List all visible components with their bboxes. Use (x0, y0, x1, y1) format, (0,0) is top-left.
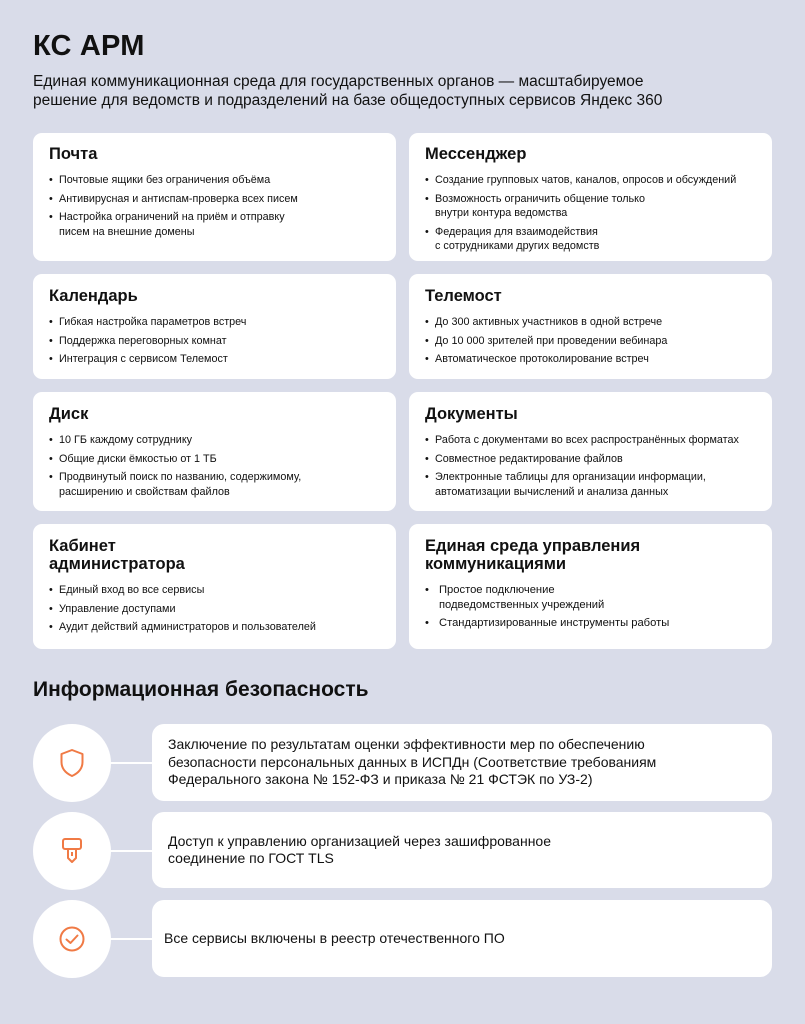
security-item (152, 900, 772, 977)
security-item (152, 812, 772, 888)
card-messenger (409, 133, 772, 261)
feature-list (49, 315, 382, 367)
list-item: • Единый вход во все сервисы (49, 583, 382, 598)
list-item: • Антивирусная и антиспам-проверка всех писем (49, 192, 382, 207)
list-item: • Почтовые ящики без ограничения объёма (49, 173, 382, 188)
card-title: Диск (49, 405, 89, 423)
list-item: • Создание групповых чатов, каналов, опросов и обсуждений (425, 173, 758, 188)
feature-list (425, 583, 758, 631)
page-subtitle: Единая коммуникационная среда для государственных органов — масштабируемое решение для ведомств и подразделений на базе общедоступных сервисов Яндекс 360 (33, 73, 663, 109)
list-item: • Настройка ограничений на приём и отправку писем на внешние домены (49, 210, 382, 239)
list-item: • 10 ГБ каждому сотруднику (49, 433, 382, 448)
card-title: Мессенджер (425, 145, 527, 163)
card-title: Календарь (49, 287, 138, 305)
list-item: • Электронные таблицы для организации информации, автоматизации вычислений и анализа данных (425, 470, 758, 499)
list-item: • Федерация для взаимодействия с сотрудниками других ведомств (425, 225, 758, 254)
card-title: Единая среда управления коммуникациями (425, 537, 641, 573)
security-icon-circle (33, 900, 111, 978)
card-mail (33, 133, 396, 261)
list-item: • Стандартизированные инструменты работы (425, 616, 758, 631)
security-icon-circle (33, 812, 111, 890)
list-item: • Управление доступами (49, 602, 382, 617)
card-unified-environment (409, 524, 772, 649)
security-icon-circle (33, 724, 111, 802)
check-circle-icon (58, 925, 86, 953)
card-admin-console (33, 524, 396, 649)
security-item-text: Доступ к управлению организацией через зашифрованное соединение по ГОСТ TLS (168, 832, 551, 866)
feature-list (49, 433, 382, 499)
security-item-text: Заключение по результатам оценки эффективности мер по обеспечению безопасности персональных данных в ИСПДн (Соответствие требованиям Федерального закона № 152-ФЗ и приказа № 21 ФСТЭК по УЗ-2) (168, 736, 657, 788)
list-item: • Совместное редактирование файлов (425, 452, 758, 467)
card-title: Кабинет администратора (49, 537, 185, 573)
security-section-title: Информационная безопасность (33, 678, 369, 701)
key-icon (60, 836, 84, 866)
card-title: Документы (425, 405, 518, 423)
list-item: • Работа с документами во всех распространённых форматах (425, 433, 758, 448)
list-item: • Интеграция с сервисом Телемост (49, 352, 382, 367)
list-item: • Гибкая настройка параметров встреч (49, 315, 382, 330)
card-title: Телемост (425, 287, 502, 305)
card-disk (33, 392, 396, 511)
card-calendar (33, 274, 396, 379)
list-item: • До 10 000 зрителей при проведении вебинара (425, 334, 758, 349)
feature-list (49, 583, 382, 635)
feature-list (425, 315, 758, 367)
list-item: • Продвинутый поиск по названию, содержимому, расширению и свойствам файлов (49, 470, 382, 499)
card-telemost (409, 274, 772, 379)
feature-list (425, 173, 758, 254)
feature-list (425, 433, 758, 499)
list-item: • Поддержка переговорных комнат (49, 334, 382, 349)
security-item (152, 724, 772, 801)
list-item: • Общие диски ёмкостью от 1 ТБ (49, 452, 382, 467)
feature-list (49, 173, 382, 239)
page-title: КС АРМ (33, 30, 145, 62)
list-item: • Автоматическое протоколирование встреч (425, 352, 758, 367)
list-item: • Возможность ограничить общение только внутри контура ведомства (425, 192, 758, 221)
list-item: • Аудит действий администраторов и пользователей (49, 620, 382, 635)
shield-icon (59, 748, 85, 778)
list-item: • До 300 активных участников в одной встрече (425, 315, 758, 330)
security-item-text: Все сервисы включены в реестр отечественного ПО (164, 929, 505, 946)
list-item: • Простое подключение подведомственных учреждений (425, 583, 758, 612)
card-title: Почта (49, 145, 98, 163)
card-documents (409, 392, 772, 511)
